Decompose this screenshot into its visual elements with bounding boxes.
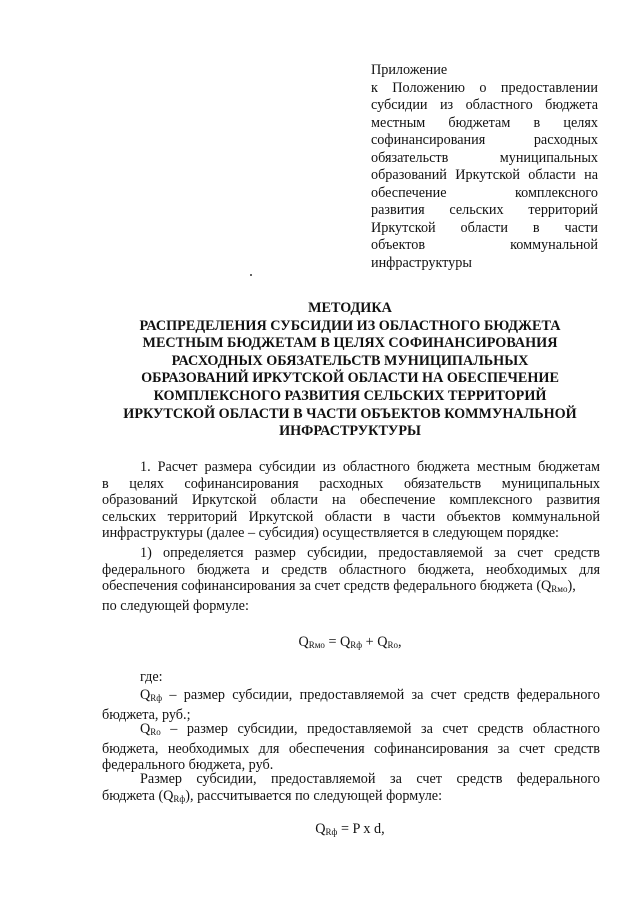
text-fragment: обеспечения софинансирования за счет средств федерального бюджета (Q (102, 578, 552, 595)
text-line: бюджета, необходимых для обеспечения софинансирования за счет средств (102, 740, 600, 757)
subscript: Rо (387, 640, 398, 650)
formula-symbol: Q (140, 687, 151, 703)
paragraph-3 (102, 771, 600, 807)
appendix-line: объектов коммунальной (371, 237, 598, 253)
formula-punct: , (397, 634, 402, 650)
subscript: Rмо (551, 584, 568, 595)
appendix-line: образований Иркутской области на (371, 167, 598, 183)
text-fragment: ), рассчитывается по следующей формуле: (185, 787, 443, 804)
title-line: МЕТОДИКА (308, 300, 392, 316)
appendix-line: субсидии из областного бюджета (371, 97, 598, 113)
appendix-line: инфраструктуры (371, 254, 472, 271)
text-fragment: – размер субсидии, предоставляемой за счет средств федерального (162, 687, 600, 703)
text-fragment: ), (567, 578, 576, 595)
definition-2 (102, 721, 600, 774)
subscript: Rф (150, 693, 163, 703)
text-fragment: бюджета (Q (102, 787, 174, 804)
text-line: Размер субсидии, предоставляемой за счет средств федерального (140, 771, 600, 787)
title-line: ИРКУТСКОЙ ОБЛАСТИ В ЧАСТИ ОБЪЕКТОВ КОММУНАЛЬНОЙ (123, 405, 577, 422)
text-fragment: – размер субсидии, предоставляемой за счет средств областного (160, 721, 600, 737)
formula-operator: = (324, 634, 341, 650)
text-line: 1. Расчет размера субсидии из областного бюджета местным бюджетам (140, 459, 600, 475)
text-line: федерального бюджета, руб. (102, 757, 274, 774)
subscript: Rо (150, 727, 161, 737)
text-line: образований Иркутской области на обеспечение комплексного развития (102, 492, 600, 509)
text-line (102, 788, 600, 808)
formula-rest: = P x d, (337, 821, 385, 837)
appendix-line: обязательств муниципальных (371, 149, 598, 166)
text-line: 1) определяется размер субсидии, предоставляемой за счет средств (140, 545, 600, 561)
appendix-line: развития сельских территорий (371, 202, 598, 218)
paragraph-2 (102, 545, 600, 614)
title-line: РАСХОДНЫХ ОБЯЗАТЕЛЬСТВ МУНИЦИПАЛЬНЫХ (171, 352, 529, 369)
text-line: инфраструктуры (далее – субсидия) осуществляется в следующем порядке: (102, 525, 559, 542)
text-line: федерального бюджета и средств областного бюджета, необходимых для (102, 561, 600, 578)
text-line: по следующей формуле: (102, 597, 249, 614)
appendix-header (371, 62, 598, 272)
subscript: Rф (325, 827, 338, 837)
paragraph-1 (102, 459, 600, 542)
title-line: РАСПРЕДЕЛЕНИЯ СУБСИДИИ ИЗ ОБЛАСТНОГО БЮДЖЕТА (139, 317, 561, 334)
subscript: Rф (350, 640, 363, 650)
title-line: МЕСТНЫМ БЮДЖЕТАМ В ЦЕЛЯХ СОФИНАНСИРОВАНИЯ (142, 335, 558, 352)
text-line: бюджета, руб.; (102, 706, 191, 723)
formula-2 (100, 821, 600, 838)
title-line: ИНФРАСТРУКТУРЫ (279, 423, 421, 440)
title-line: КОМПЛЕКСНОГО РАЗВИТИЯ СЕЛЬСКИХ ТЕРРИТОРИЙ (153, 387, 547, 404)
formula-symbol: Q (340, 634, 351, 650)
formula-symbol: Q (315, 821, 326, 837)
text-line (102, 721, 600, 741)
definition-1 (102, 687, 600, 723)
text-line: в целях софинансирования расходных обязательств муниципальных (102, 475, 600, 492)
text-line (102, 687, 600, 707)
document-title (100, 300, 600, 441)
formula-symbol: Q (140, 721, 151, 737)
appendix-line: Иркутской области в части (371, 219, 598, 236)
appendix-line: местным бюджетам в целях (371, 114, 598, 131)
text-line (102, 578, 600, 598)
appendix-line: к Положению о предоставлении (371, 79, 598, 96)
subscript: Rф (173, 793, 186, 804)
title-line: ОБРАЗОВАНИЙ ИРКУТСКОЙ ОБЛАСТИ НА ОБЕСПЕЧЕНИЕ (141, 370, 559, 387)
subscript: Rмо (308, 640, 325, 650)
where-label: где: (140, 669, 163, 685)
formula-symbol: Q (298, 634, 309, 650)
text-line: сельских территорий Иркутской области в части объектов коммунальной (102, 508, 600, 525)
formula-operator: + (362, 634, 378, 650)
appendix-line: Приложение (371, 62, 448, 78)
stray-dot (250, 274, 252, 276)
appendix-line: софинансирования расходных (371, 132, 598, 148)
appendix-line: обеспечение комплексного (371, 184, 598, 201)
formula-symbol: Q (377, 634, 388, 650)
formula-1 (100, 634, 600, 651)
